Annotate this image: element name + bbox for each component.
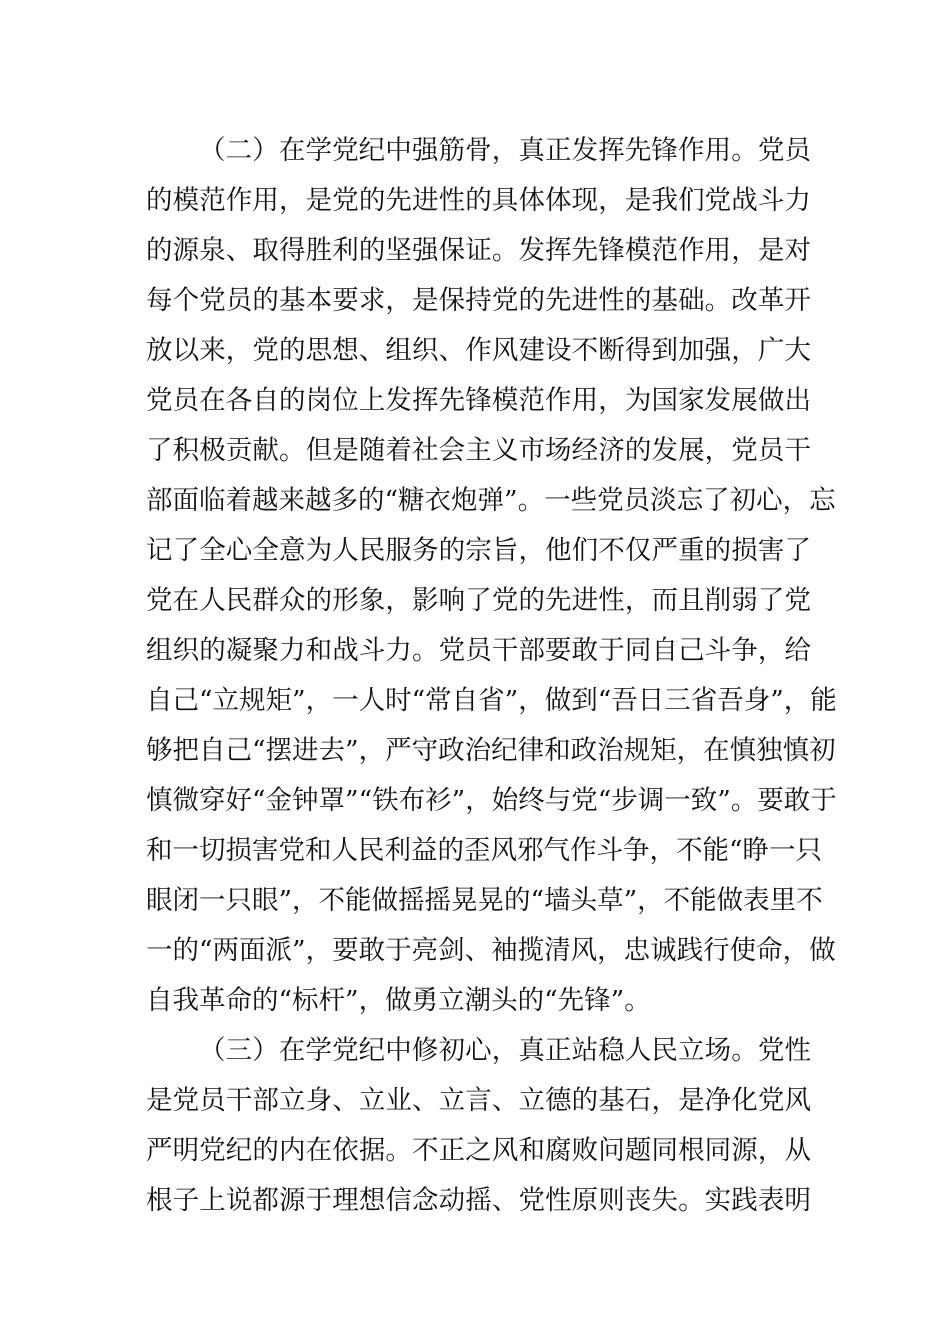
paragraph-2-line-8: 部面临着越来越多的“糖衣炮弹”。一些党员淡忘了初心，忘 [146,485,836,516]
paragraph-2-line-16: 眼闭一只眼”，不能做摇摇晃晃的“墙头草”，不能做表里不 [146,885,823,916]
paragraph-3-line-4: 根子上说都源于理想信念动摇、党性原则丧失。实践表明 [146,1185,811,1216]
paragraph-2-line-14: 慎微穿好“金钟罩”“铁布衫”，始终与党“步调一致”。要敢于 [146,785,837,816]
paragraph-2-line-2: 的模范作用，是党的先进性的具体体现，是我们党战斗力 [146,185,811,216]
paragraph-2-line-11: 组织的凝聚力和战斗力。党员干部要敢于同自己斗争，给 [146,635,811,666]
paragraph-3-line-2: 是党员干部立身、立业、立言、立德的基石，是净化党风 [146,1085,811,1116]
paragraph-3-line-3: 严明党纪的内在依据。不正之风和腐败问题同根同源，从 [146,1135,811,1166]
paragraph-2-line-15: 和一切损害党和人民利益的歪风邪气作斗争，不能“睁一只 [146,835,823,866]
paragraph-2-line-3: 的源泉、取得胜利的坚强保证。发挥先锋模范作用，是对 [146,235,811,266]
paragraph-2-line-4: 每个党员的基本要求，是保持党的先进性的基础。改革开 [146,285,811,316]
body-text [146,126,837,1226]
paragraph-2-line-17: 一的“两面派”，要敢于亮剑、袖揽清风，忠诚践行使命，做 [146,935,836,966]
paragraph-2-line-7: 了积极贡献。但是随着社会主义市场经济的发展，党员干 [146,435,811,466]
paragraph-2-line-6: 党员在各自的岗位上发挥先锋模范作用，为国家发展做出 [146,385,811,416]
paragraph-2-line-5: 放以来，党的思想、组织、作风建设不断得到加强，广大 [146,335,811,366]
paragraph-2-line-10: 党在人民群众的形象，影响了党的先进性，而且削弱了党 [146,585,811,616]
paragraph-2-line-13: 够把自己“摆进去”，严守政治纪律和政治规矩，在慎独慎初 [146,735,836,766]
paragraph-2-line-9: 记了全心全意为人民服务的宗旨，他们不仅严重的损害了 [146,535,811,566]
paragraph-2-line-12: 自己“立规矩”，一人时“常自省”，做到“吾日三省吾身”，能 [146,685,837,716]
paragraph-3-line-1: （三）在学党纪中修初心，真正站稳人民立场。党性 [199,1035,811,1066]
paragraph-2-line-1: （二）在学党纪中强筋骨，真正发挥先锋作用。党员 [199,135,811,166]
paragraph-2-line-18: 自我革命的“标杆”，做勇立潮头的“先锋”。 [146,985,651,1016]
